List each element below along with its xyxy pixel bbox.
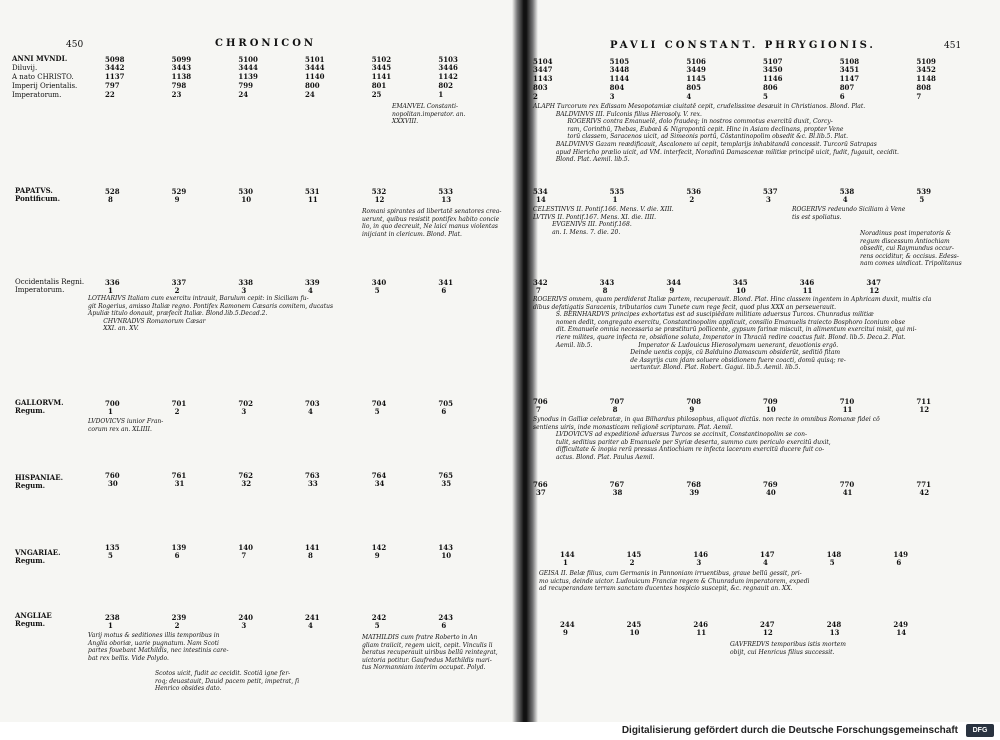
year-cell: 7 — [536, 405, 541, 414]
year-cell: 40 — [766, 488, 776, 497]
year-cell: 5 — [919, 195, 925, 204]
left-gallorum-sub-row — [108, 409, 508, 415]
year-cell: 534 — [533, 187, 548, 196]
year-cell: 5100 — [238, 55, 258, 64]
year-cell: 6 — [839, 92, 845, 101]
year-cell: 803 — [533, 83, 548, 92]
year-cell: 7 — [916, 92, 922, 101]
year-cell: 5 — [374, 407, 380, 416]
year-cell: 35 — [441, 479, 452, 488]
year-cell: 147 — [760, 550, 775, 559]
papatus-right-entry: CELESTINVS II. Pontif.166. Mens. V. die. XIII. LVTIVS II. Pontif.167. Mens. XI. die. IIII. EVGENIVS III. Pontif.168. an. I. Mens. 7. die. 20. — [533, 206, 674, 236]
year-cell: 3 — [609, 92, 615, 101]
year-cell: 249 — [893, 620, 908, 629]
year-cell: 707 — [609, 397, 625, 406]
left-occidentalis-sub-row — [108, 288, 508, 294]
year-cell: 536 — [686, 187, 701, 196]
year-cell: 14 — [896, 628, 907, 637]
year-cell: 6 — [174, 551, 180, 560]
left-page-number: 450 — [66, 40, 84, 50]
year-cell: 537 — [763, 187, 778, 196]
year-cell: 805 — [686, 83, 701, 92]
year-cell: 4 — [842, 195, 848, 204]
right-diluvij-row — [533, 67, 993, 73]
year-cell: 530 — [238, 187, 253, 196]
year-cell: 8 — [602, 286, 608, 295]
year-cell: 529 — [171, 187, 187, 196]
year-cell: 140 — [238, 543, 253, 552]
year-cell: 1 — [438, 90, 444, 99]
year-cell: 12 — [869, 286, 880, 295]
year-cell: 539 — [916, 187, 931, 196]
year-cell: 5 — [374, 286, 380, 295]
year-cell: 3444 — [305, 63, 325, 72]
year-cell: 343 — [599, 278, 615, 287]
label-a-nato-christo: A nato CHRISTO. — [12, 73, 74, 81]
year-cell: 708 — [686, 397, 701, 406]
label-hispaniae: HISPANIAE. Regum. — [15, 473, 64, 490]
year-cell: 25 — [371, 90, 382, 99]
year-cell: 340 — [371, 278, 387, 287]
year-cell: 766 — [533, 480, 548, 489]
year-cell: 135 — [105, 543, 120, 552]
right-hispaniae-sub-row — [536, 490, 996, 496]
angliae-entry-3: MATHILDIS cum fratre Roberto in An gliam traiicit, regem uicit, cepit. Vinculis li beratus recuperauit uiribus bellū reintegrat, uictoria potitur. Gaufredus Mathildis mari- tus Normanniam interim occupat. Polyd. — [362, 634, 498, 672]
right-occidentalis-sub-row — [536, 288, 936, 294]
year-cell: 246 — [693, 620, 708, 629]
year-cell: 346 — [799, 278, 815, 287]
year-cell: 337 — [171, 278, 187, 287]
year-cell: 142 — [371, 543, 387, 552]
year-cell: 3444 — [238, 63, 258, 72]
year-cell: 1148 — [916, 74, 936, 83]
year-cell: 703 — [305, 399, 320, 408]
year-cell: 1138 — [171, 72, 192, 81]
right-papatus-row — [533, 187, 993, 196]
year-cell: 146 — [693, 550, 708, 559]
year-cell: 533 — [438, 187, 453, 196]
year-cell: 33 — [308, 479, 318, 488]
year-cell: 5102 — [371, 55, 392, 64]
year-cell: 3451 — [839, 65, 860, 74]
year-cell: 804 — [609, 83, 625, 92]
year-cell: 32 — [241, 479, 252, 488]
emanuel-entry: EMANVEL Constanti- nopolitan.imperator. an. XXXVIII. — [392, 103, 466, 126]
year-cell: 799 — [238, 81, 253, 90]
year-cell: 798 — [171, 81, 187, 90]
year-cell: 2 — [629, 558, 635, 567]
year-cell: 802 — [438, 81, 453, 90]
year-cell: 710 — [839, 397, 855, 406]
label-occidentalis: Occidentalis Regni. Imperatorum. — [15, 278, 85, 294]
year-cell: 528 — [105, 187, 120, 196]
right-papatus-sub-row — [536, 197, 996, 203]
year-cell: 3 — [241, 286, 247, 295]
year-cell: 764 — [371, 471, 387, 480]
year-cell: 7 — [536, 286, 541, 295]
year-cell: 11 — [842, 405, 853, 414]
left-imperij-row — [105, 83, 505, 89]
year-cell: 24 — [238, 90, 249, 99]
dfg-logo: DFG — [966, 724, 994, 737]
year-cell: 702 — [238, 399, 253, 408]
year-cell: 5 — [763, 92, 768, 101]
year-cell: 42 — [919, 488, 930, 497]
year-cell: 1147 — [839, 74, 860, 83]
gallorum-right-entry: Synodus in Galliæ celebratæ, in qua Bilhardus philosophus, aliquot dictūs. non recte in omnibus Romanæ fidei cō sentiens uiris, inde monasticam religionē scripturam. Plat. Aemil. LVDOVICVS ad expeditionē aduersus Turcos se accinxit, Constantinopolim se con- tulit, seditius pariter ab Emanuele per Syriæ deserta, summo cum periculo exercitū duxit, difficultate & inopia rerū pressus Antiochiam re infecta laceram exercitū ducere fuit co- actus. Blond. Plat. Paulus Aemil. — [533, 416, 880, 461]
year-cell: 34 — [374, 479, 385, 488]
year-cell: 345 — [733, 278, 748, 287]
year-cell: 3447 — [533, 65, 553, 74]
noradinus-entry: Noradinus post imperatoris & regum discessum Antiochiam obsedit, cui Raymundus occur- rens occiditur, & occisus. Edess- nam comes uindicat. Tripolitanus — [860, 230, 962, 268]
year-cell: 14 — [536, 195, 546, 204]
year-cell: 5099 — [171, 55, 192, 64]
year-cell: 245 — [626, 620, 642, 629]
year-cell: 763 — [305, 471, 320, 480]
year-cell: 4 — [686, 92, 692, 101]
year-cell: 5 — [374, 621, 380, 630]
year-cell: 22 — [105, 90, 115, 99]
year-cell: 704 — [371, 399, 387, 408]
label-imperatorum: Imperatorum. — [12, 91, 62, 99]
occidentalis-entry: LOTHARIVS Italiam cum exercitu intrauit, Barulum cepit: in Siciliam fu- git Rogerius, amisso Italiæ regno. Pontifex Ramonem Cæsaris comitem, ducatus Apuliæ titulo donauit, præfecit Italiæ. Blond.lib.5.Decad.2. CHVNRADVS Romanorum Cæsar XXI. an. XV. — [88, 295, 334, 333]
year-cell: 1 — [108, 286, 113, 295]
year-cell: 807 — [839, 83, 855, 92]
year-cell: 11 — [802, 286, 813, 295]
year-cell: 3443 — [171, 63, 192, 72]
year-cell: 141 — [305, 543, 320, 552]
year-cell: 242 — [371, 613, 387, 622]
year-cell: 143 — [438, 543, 453, 552]
year-cell: 1137 — [105, 72, 125, 81]
year-cell: 247 — [760, 620, 775, 629]
year-cell: 148 — [826, 550, 842, 559]
year-cell: 761 — [171, 471, 187, 480]
year-cell: 248 — [826, 620, 842, 629]
year-cell: 31 — [174, 479, 185, 488]
year-cell: 538 — [839, 187, 855, 196]
right-page — [530, 0, 1000, 722]
year-cell: 10 — [766, 405, 776, 414]
year-cell: 1 — [108, 621, 113, 630]
year-cell: 4 — [308, 286, 313, 295]
label-papatus: PAPATVS. Pontificum. — [15, 186, 61, 203]
year-cell: 238 — [105, 613, 120, 622]
year-cell: 5 — [829, 558, 835, 567]
year-cell: 2 — [689, 195, 695, 204]
year-cell: 5106 — [686, 57, 706, 66]
year-cell: 3 — [241, 621, 247, 630]
year-cell: 39 — [689, 488, 700, 497]
gallorum-entry: LVDOVICVS iunior Fran- corum rex an. XLIIII. — [88, 418, 164, 433]
year-cell: 535 — [609, 187, 625, 196]
year-cell: 2 — [533, 92, 538, 101]
label-angliae: ANGLIAE Regum. — [15, 611, 52, 628]
year-cell: 342 — [533, 278, 548, 287]
year-cell: 3 — [241, 407, 247, 416]
year-cell: 711 — [916, 397, 931, 406]
year-cell: 24 — [305, 90, 315, 99]
year-cell: 5105 — [609, 57, 630, 66]
year-cell: 9 — [689, 405, 695, 414]
right-page-number: 451 — [944, 41, 962, 51]
rogerius-entry: ROGERIVS redeundo Siciliam à Vene tis est spoliatus. — [792, 206, 906, 221]
year-cell: 1141 — [371, 72, 392, 81]
year-cell: 801 — [371, 81, 387, 90]
right-running-header: PAVLI CONSTANT. PHRYGIONIS. — [610, 40, 876, 51]
year-cell: 11 — [308, 195, 318, 204]
angliae-entry-2: Scotos uicit, fudit ac cecidit. Scotiā igne fer- roq; deuastauit, Dauid pacem petit, impetrat, ſi Henrico obsides dato. — [155, 670, 300, 693]
year-cell: 3449 — [686, 65, 706, 74]
label-imperij: Imperij Orientalis. — [12, 82, 78, 90]
year-cell: 240 — [238, 613, 253, 622]
right-christo-row — [533, 76, 993, 82]
funding-notice: Digitalisierung gefördert durch die Deutsche Forschungsgemeinschaft — [621, 725, 958, 736]
year-cell: 769 — [763, 480, 778, 489]
year-cell: 243 — [438, 613, 453, 622]
year-cell: 771 — [916, 480, 931, 489]
year-cell: 9 — [174, 195, 180, 204]
year-cell: 8 — [308, 551, 313, 560]
year-cell: 531 — [305, 187, 320, 196]
year-cell: 3446 — [438, 63, 458, 72]
year-cell: 10 — [441, 551, 452, 560]
year-cell: 239 — [171, 613, 187, 622]
year-cell: 341 — [438, 278, 453, 287]
year-cell: 244 — [560, 620, 575, 629]
year-cell: 11 — [696, 628, 707, 637]
year-cell: 3448 — [609, 65, 630, 74]
year-cell: 2 — [174, 407, 180, 416]
year-cell: 144 — [560, 550, 575, 559]
year-cell: 532 — [371, 187, 387, 196]
occidentalis-right-entry: ROGERIVS omnem, quam perdiderat Italiæ partem, recuperauit. Blond. Plat. Hinc classem ingentem in Aphricam duxit, multis cla dibus defatigatis Saracenis, tributarios cum Tunete cum rege fecit, quod plus XXX an perseuerauit. S. BERNHARDVS principes exhortatus est ad suscipiēdam militiam aduersus Turcos. Chunradus militiæ nomen dedit, congregato exercitu, Constantinopolim applicuit, consilio Emanuelis traiecto Bosphoro Iconium obse dit. Emanuele omnia necessaria se præstiturū pollicente, gypsum farinæ miscuit, in alimentum exercitui misit, qui mi- riere milites, quare infecta re, obsidione soluta, Imperator in Thraciā redire coactus fuit. Blond. lib.5. Deca.2. Plat. Aemil. lib.5. Imperator & Ludouicus Hierosolymam uenerant, deuotionis ergō. Deinde uentis copijs, cū Balduino Damascum obsiderūt, seditiō fitam de Assyrijs cum jdam soluere obsidionem fuere coacti, domū quisq; re- uertuntur. Blond. Plat. Robert. Gagui. lib.5. Aemil. lib.5. — [533, 296, 932, 372]
year-cell: 4 — [308, 621, 313, 630]
year-cell: 10 — [241, 195, 252, 204]
year-cell: 767 — [609, 480, 625, 489]
year-cell: 145 — [626, 550, 642, 559]
year-cell: 1 — [108, 407, 113, 416]
year-cell: 806 — [763, 83, 778, 92]
right-imperij-row — [533, 85, 993, 91]
year-cell: 139 — [171, 543, 187, 552]
year-cell: 9 — [374, 551, 380, 560]
year-cell: 5108 — [839, 57, 860, 66]
year-cell: 13 — [441, 195, 452, 204]
year-cell: 10 — [736, 286, 746, 295]
year-cell: 3450 — [763, 65, 783, 74]
oriental-empire-entry: ALAPH Turcorum rex Edissam Mesopotamiæ ciuitatē cepit, crudelissime desæuit in Christianos. Blond. Plat. BALDVINVS III. Fulconis filius Hierosoly. V. rex. ROGERIVS contra Emanuelē, dolo fraudeq; in nostros commotus exercitū duxit, Corcy- ram, Corinthū, Thebas, Eubœā & Nigropontū cepit. Hinc in Asiam declinans, propter Vene torū classem, Saracenos uicit, ad Simeonis portū, Cōstantinopolim obsedit &c. Bl.lib.5. Plat. BALDVINVS Gazam reædificauit, Ascalonem ui cepit, templarijs inhabitandā concessit. Turcorū Satrapas apud Hiericho prælio uicit, ad VM. interfecit, Noradinū Damascenæ militiæ principē uicit, fudit, fugauit, cecidit. Blond. Plat. Aemil. lib.5. — [533, 103, 899, 164]
year-cell: 709 — [763, 397, 778, 406]
left-imperatorum-row — [105, 92, 505, 98]
year-cell: 1 — [563, 558, 568, 567]
year-cell: 10 — [629, 628, 640, 637]
year-cell: 1143 — [533, 74, 553, 83]
year-cell: 12 — [919, 405, 930, 414]
label-gallorum: GALLORVM. Regum. — [15, 398, 64, 415]
year-cell: 800 — [305, 81, 320, 90]
year-cell: 5101 — [305, 55, 325, 64]
left-ungariae-sub-row — [108, 553, 508, 559]
year-cell: 12 — [374, 195, 385, 204]
year-cell: 38 — [612, 488, 623, 497]
right-imperatorum-row — [533, 94, 993, 100]
year-cell: 1140 — [305, 72, 325, 81]
left-running-header: CHRONICON — [215, 38, 317, 49]
year-cell: 2 — [174, 621, 180, 630]
year-cell: 6 — [896, 558, 902, 567]
year-cell: 9 — [563, 628, 568, 637]
year-cell: 3442 — [105, 63, 125, 72]
year-cell: 6 — [441, 621, 447, 630]
year-cell: 1146 — [763, 74, 783, 83]
year-cell: 30 — [108, 479, 118, 488]
left-hispaniae-sub-row — [108, 481, 508, 487]
angliae-right-entry: GAVFREDVS temporibus istis mortem obijt, cui Henricus filius successit. — [730, 641, 846, 656]
year-cell: 4 — [763, 558, 768, 567]
year-cell: 241 — [305, 613, 320, 622]
year-cell: 3 — [766, 195, 771, 204]
year-cell: 5104 — [533, 57, 553, 66]
year-cell: 3452 — [916, 65, 936, 74]
year-cell: 5107 — [763, 57, 783, 66]
year-cell: 2 — [174, 286, 180, 295]
left-angliae-sub-row — [108, 623, 508, 629]
footer-bar — [0, 722, 1000, 740]
year-cell: 768 — [686, 480, 701, 489]
year-cell: 23 — [171, 90, 182, 99]
year-cell: 4 — [308, 407, 313, 416]
year-cell: 3 — [696, 558, 702, 567]
right-angliae-sub-row — [563, 630, 963, 636]
year-cell: 6 — [441, 407, 447, 416]
year-cell: 3445 — [371, 63, 392, 72]
year-cell: 760 — [105, 471, 120, 480]
year-cell: 5109 — [916, 57, 936, 66]
year-cell: 700 — [105, 399, 120, 408]
year-cell: 7 — [241, 551, 247, 560]
year-cell: 336 — [105, 278, 120, 287]
year-cell: 5098 — [105, 55, 125, 64]
year-cell: 706 — [533, 397, 548, 406]
left-christo-row — [105, 74, 505, 80]
year-cell: 8 — [108, 195, 113, 204]
year-cell: 1139 — [238, 72, 258, 81]
year-cell: 339 — [305, 278, 320, 287]
year-cell: 9 — [669, 286, 675, 295]
year-cell: 12 — [763, 628, 773, 637]
label-diluvij: Diluvij. — [12, 64, 38, 72]
year-cell: 701 — [171, 399, 187, 408]
year-cell: 344 — [666, 278, 681, 287]
ungariae-right-entry: GEISA II. Belæ filius, cum Germanis in Pannoniam irruentibus, graue bellū gessit, pri- mo uictus, deinde uictor. Ludouicum Franciæ regem & Chunradum imperatorem, expedi ad recuperandam terram sanctam ducentes hospicio suscepit, &c. regnauit an. XX. — [539, 570, 810, 593]
papatus-entry: Romani spirantes ad libertatē senatores crea- uerunt, quibus resistit pontifex habito concie lio, in quo decreuit, Ne laici manus violentas inijciant in clericum. Blond. Plat. — [362, 208, 502, 238]
year-cell: 1 — [612, 195, 618, 204]
year-cell: 770 — [839, 480, 855, 489]
angliae-entry-1: Varij motus & seditiones illis temporibus in Anglia oboriæ, uarie pugnatum. Nam Scoti partes fouebant Mathildis, nec intestinis care- bat rex bellis. Vide Polydo. — [88, 632, 229, 662]
year-cell: 149 — [893, 550, 908, 559]
year-cell: 1142 — [438, 72, 458, 81]
year-cell: 6 — [441, 286, 447, 295]
left-papatus-sub-row — [108, 197, 508, 203]
right-ungariae-sub-row — [563, 560, 963, 566]
year-cell: 1145 — [686, 74, 706, 83]
year-cell: 5103 — [438, 55, 458, 64]
left-diluvij-row — [105, 65, 505, 71]
label-ungariae: VNGARIAE. Regum. — [15, 548, 61, 565]
year-cell: 338 — [238, 278, 253, 287]
year-cell: 1144 — [609, 74, 630, 83]
year-cell: 41 — [842, 488, 853, 497]
year-cell: 37 — [536, 488, 546, 497]
year-cell: 347 — [866, 278, 881, 287]
year-cell: 797 — [105, 81, 120, 90]
year-cell: 5 — [108, 551, 113, 560]
year-cell: 8 — [612, 405, 618, 414]
year-cell: 762 — [238, 471, 253, 480]
year-cell: 765 — [438, 471, 453, 480]
year-cell: 808 — [916, 83, 931, 92]
year-cell: 13 — [829, 628, 840, 637]
year-cell: 705 — [438, 399, 453, 408]
label-anni-mundi: ANNI MVNDI. — [12, 54, 68, 63]
right-gallorum-sub-row — [536, 407, 996, 413]
